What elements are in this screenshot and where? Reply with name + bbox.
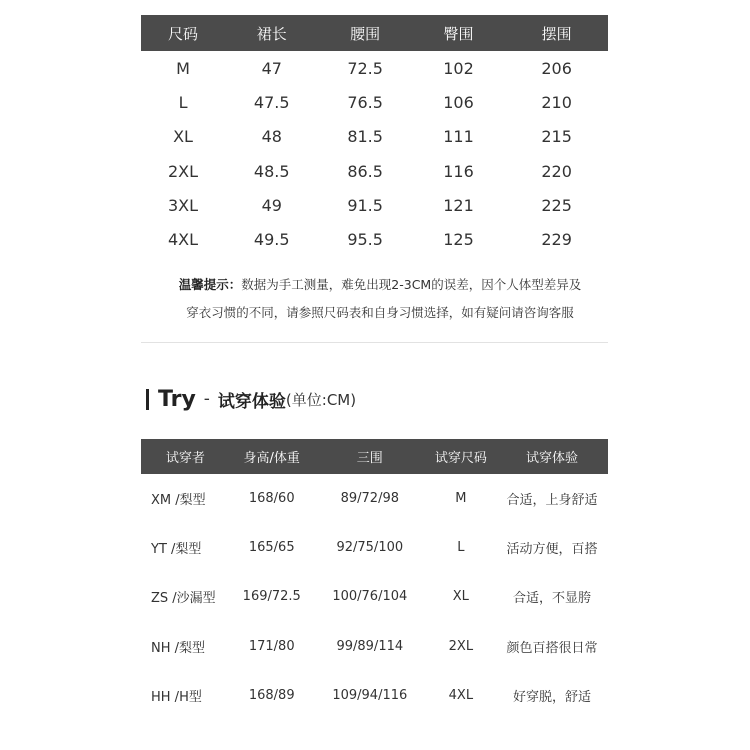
cell-height-weight: 171/80	[248, 638, 295, 654]
cell-try-size: 2XL	[448, 638, 474, 654]
header-height-weight: 身高/体重	[230, 439, 314, 474]
section-divider	[141, 342, 608, 343]
cell-height-weight: 169/72.5	[242, 589, 301, 605]
cell-height-weight: 168/60	[248, 491, 295, 507]
cell-tester: XM /梨型	[151, 493, 206, 509]
cell-size: M	[176, 58, 190, 78]
cell-size: L	[178, 92, 188, 112]
cell-try-size: XL	[452, 589, 469, 605]
cell-tester: HH /H型	[151, 689, 202, 705]
cell-measurements: 92/75/100	[336, 540, 404, 556]
table-row	[141, 120, 608, 154]
cell-hip: 125	[443, 230, 474, 250]
header-tester: 试穿者	[141, 439, 230, 474]
cell-hem: 206	[541, 58, 572, 78]
table-row	[141, 622, 608, 671]
cell-skirt-length: 47.5	[253, 92, 290, 112]
cell-height-weight: 168/89	[248, 687, 295, 703]
header-measurements: 三围	[314, 439, 426, 474]
cell-hip: 106	[443, 92, 474, 112]
cell-measurements: 99/89/114	[336, 638, 404, 654]
cell-experience: 合适，上身舒适	[506, 493, 598, 509]
cell-experience: 颜色百搭很日常	[506, 640, 598, 656]
tip-text-line1: 数据为手工测量，难免出现2-3CM的误差，因个人体型差异及	[241, 277, 582, 292]
cell-waist: 72.5	[347, 58, 383, 78]
cell-size: XL	[173, 127, 193, 147]
cell-measurements: 109/94/116	[332, 687, 408, 703]
cell-hem: 215	[541, 127, 572, 147]
try-heading-title: 试穿体验	[217, 391, 286, 412]
size-chart-header-row	[141, 15, 608, 51]
header-experience: 试穿体验	[496, 439, 608, 474]
table-row	[141, 572, 608, 621]
table-row	[141, 154, 608, 188]
table-row	[141, 523, 608, 572]
try-on-section-heading	[146, 384, 356, 414]
cell-hem: 220	[541, 161, 572, 181]
tip-text-line2: 穿衣习惯的不同，请参照尺码表和自身习惯选择，如有疑问请咨询客服	[186, 305, 574, 320]
cell-skirt-length: 47	[261, 58, 282, 78]
cell-hip: 111	[443, 127, 474, 147]
table-row	[141, 85, 608, 119]
cell-try-size: M	[455, 491, 467, 507]
cell-size: 2XL	[167, 161, 199, 181]
cell-try-size: 4XL	[448, 687, 474, 703]
cell-measurements: 100/76/104	[332, 589, 408, 605]
cell-skirt-length: 48.5	[253, 161, 290, 181]
cell-hem: 225	[541, 195, 572, 215]
table-row	[141, 671, 608, 720]
tip-label: 温馨提示：	[178, 277, 242, 292]
cell-hip: 102	[443, 58, 474, 78]
heading-accent-bar	[146, 389, 149, 410]
header-size: 尺码	[141, 15, 225, 51]
try-heading-word: Try	[158, 386, 196, 412]
cell-waist: 76.5	[347, 92, 383, 112]
try-on-header-row	[141, 439, 608, 474]
table-row	[141, 51, 608, 85]
cell-experience: 合适，不显胯	[512, 591, 591, 607]
cell-skirt-length: 49	[261, 195, 282, 215]
cell-hip: 121	[443, 195, 474, 215]
cell-hip: 116	[443, 161, 474, 181]
cell-waist: 81.5	[347, 127, 383, 147]
try-heading-dash: -	[203, 389, 210, 409]
cell-tester: YT /梨型	[151, 542, 202, 558]
cell-size: 4XL	[167, 230, 199, 250]
cell-experience: 活动方便，百搭	[506, 542, 598, 558]
cell-hem: 210	[541, 92, 572, 112]
try-heading-unit: (单位:CM)	[285, 390, 357, 409]
cell-skirt-length: 49.5	[253, 230, 290, 250]
table-row	[141, 222, 608, 256]
table-row	[141, 474, 608, 523]
cell-waist: 86.5	[347, 161, 383, 181]
table-row	[141, 188, 608, 222]
cell-skirt-length: 48	[261, 127, 282, 147]
cell-waist: 91.5	[347, 195, 383, 215]
header-hip: 臀围	[412, 15, 505, 51]
cell-measurements: 89/72/98	[340, 491, 399, 507]
measurement-tip	[150, 271, 610, 327]
cell-try-size: L	[457, 540, 465, 556]
header-skirt-length: 裙长	[225, 15, 318, 51]
cell-tester: ZS /沙漏型	[151, 591, 216, 607]
header-hem: 摆围	[505, 15, 608, 51]
cell-tester: NH /梨型	[151, 640, 206, 656]
try-on-table	[141, 439, 608, 720]
cell-height-weight: 165/65	[248, 540, 295, 556]
header-waist: 腰围	[318, 15, 411, 51]
cell-experience: 好穿脱，舒适	[512, 689, 591, 705]
size-chart-table	[141, 15, 608, 257]
cell-size: 3XL	[167, 195, 199, 215]
cell-hem: 229	[541, 230, 572, 250]
header-try-size: 试穿尺码	[426, 439, 496, 474]
cell-waist: 95.5	[347, 230, 383, 250]
